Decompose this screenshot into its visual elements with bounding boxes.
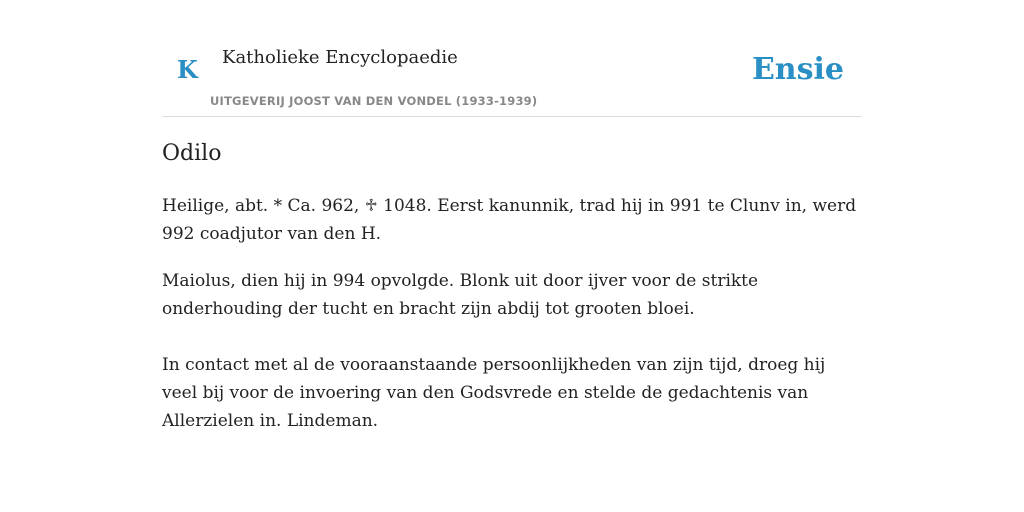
encyclopedia-title-link[interactable]: Katholieke Encyclopaedie	[222, 47, 458, 68]
publisher-label: UITGEVERIJ JOOST VAN DEN VONDEL (1933-1939)	[210, 94, 538, 108]
entry-paragraph: Heilige, abt. * Ca. 962, ♱ 1048. Eerst kanunnik, trad hij in 991 te Clunv in, werd 992 coadjutor van den H.	[162, 196, 857, 244]
ensie-brand-logo[interactable]: Ensie	[751, 52, 844, 87]
encyclopedia-logo[interactable]: K	[177, 55, 198, 84]
entry-paragraph: In contact met al de vooraanstaande persoonlijkheden van zijn tijd, droeg hij veel bij voor de invoering van den Godsvrede en stelde de gedachtenis van Allerzielen in. Lindeman.	[162, 355, 826, 431]
site-header	[162, 0, 862, 117]
entry-title: Odilo	[162, 141, 222, 166]
entry-paragraph: Maiolus, dien hij in 994 opvolgde. Blonk uit door ijver voor de strikte onderhouding der tucht en bracht zijn abdij tot grooten bloei.	[162, 271, 759, 319]
page	[162, 0, 862, 512]
